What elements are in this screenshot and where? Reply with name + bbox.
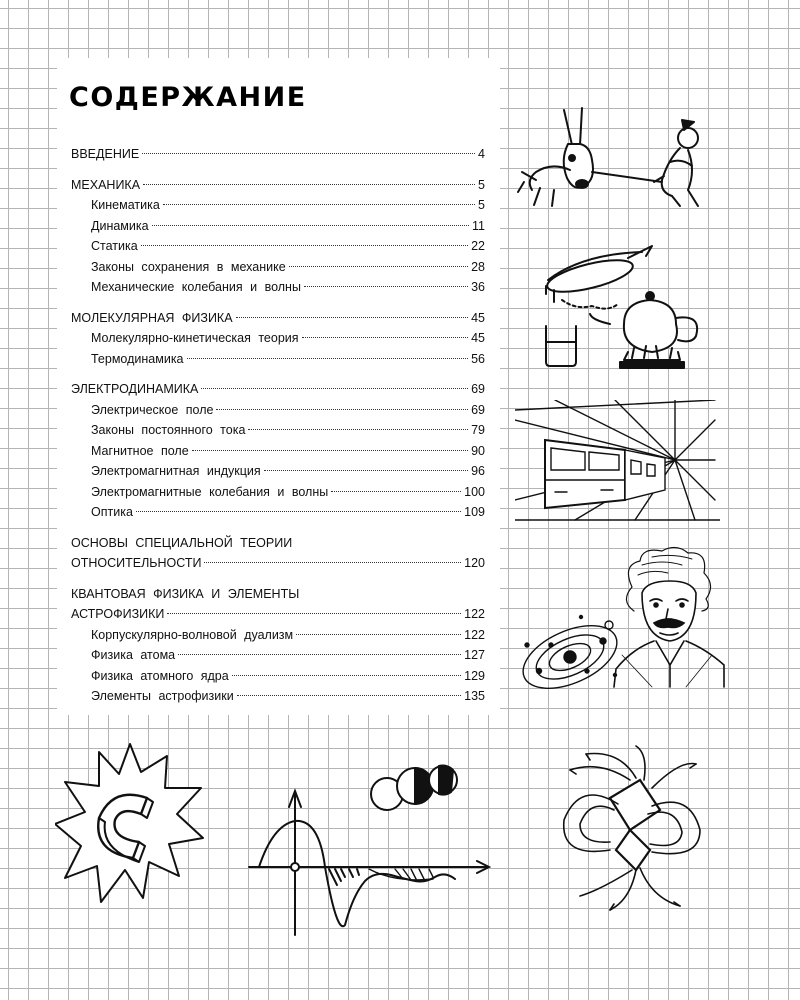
toc-section[interactable] bbox=[71, 553, 485, 574]
toc-entry-label: Корпускулярно-волновой дуализм bbox=[91, 627, 294, 642]
toc-entry-label: Элементы астрофизики bbox=[91, 689, 234, 703]
toc-subsection[interactable] bbox=[71, 686, 485, 707]
magnetic-field-icon bbox=[540, 740, 715, 915]
toc-page-number: 135 bbox=[464, 689, 485, 703]
toc-leader-dots bbox=[178, 654, 461, 655]
page-title: СОДЕРЖАНИЕ bbox=[69, 82, 307, 113]
toc-entry-label: ВВЕДЕНИЕ bbox=[71, 147, 140, 161]
toc-subsection[interactable] bbox=[71, 400, 485, 421]
toc-page-number: 45 bbox=[471, 331, 485, 345]
toc-subsection[interactable] bbox=[71, 195, 485, 216]
toc-page-number: 69 bbox=[471, 382, 485, 396]
toc-entry-label: Законы постоянного тока bbox=[91, 423, 246, 437]
toc-subsection[interactable] bbox=[71, 666, 485, 687]
toc-entry-label: Законы сохранения в механике bbox=[91, 259, 286, 274]
toc-entry-label: Оптика bbox=[91, 505, 133, 519]
toc-leader-dots bbox=[264, 470, 468, 471]
toc-page-number: 4 bbox=[478, 147, 485, 161]
toc-entry-label: Электромагнитная индукция bbox=[91, 464, 261, 478]
toc-entry-label: Термодинамика bbox=[91, 351, 184, 366]
toc-leader-dots bbox=[331, 491, 461, 492]
toc-entry-label: МОЛЕКУЛЯРНАЯ ФИЗИКА bbox=[71, 310, 233, 325]
toc-leader-dots bbox=[302, 337, 469, 338]
toc-subsection[interactable] bbox=[71, 420, 485, 441]
toc-leader-dots bbox=[236, 317, 469, 318]
toc-page-number: 69 bbox=[471, 402, 485, 417]
toc-section-title-line[interactable]: КВАНТОВАЯ ФИЗИКА И ЭЛЕМЕНТЫ bbox=[71, 586, 300, 601]
toc-entry-label: АСТРОФИЗИКИ bbox=[71, 607, 165, 621]
toc-leader-dots bbox=[216, 409, 468, 410]
toc-subsection[interactable] bbox=[71, 482, 485, 503]
einstein-portrait-icon bbox=[612, 545, 727, 690]
toc-entry-label: Механические колебания и волны bbox=[91, 280, 301, 294]
toc-leader-dots bbox=[141, 245, 468, 246]
toc-subsection[interactable] bbox=[71, 277, 485, 298]
toc-page-number: 122 bbox=[464, 607, 485, 621]
toc-subsection[interactable] bbox=[71, 216, 485, 237]
toc-entry-label: МЕХАНИКА bbox=[71, 177, 141, 192]
toc-page-number: 28 bbox=[471, 259, 485, 274]
toc-entry-label: Электрическое поле bbox=[91, 402, 214, 417]
toc-section[interactable] bbox=[71, 144, 485, 165]
toc-subsection[interactable] bbox=[71, 502, 485, 523]
toc-section-title-line[interactable]: ОСНОВЫ СПЕЦИАЛЬНОЙ ТЕОРИИ bbox=[71, 535, 293, 550]
toc-section[interactable] bbox=[71, 379, 485, 400]
magnet-burst-icon bbox=[55, 742, 205, 907]
toc-entry-label: Физика атома bbox=[91, 648, 176, 662]
toc-leader-dots bbox=[237, 695, 461, 696]
toc-entry-label: ЭЛЕКТРОДИНАМИКА bbox=[71, 382, 199, 396]
toc-page-number: 127 bbox=[464, 648, 485, 662]
solar-system-icon bbox=[515, 605, 625, 700]
subway-train-icon bbox=[515, 400, 720, 525]
toc-page-number: 122 bbox=[464, 627, 485, 642]
table-of-contents bbox=[71, 144, 485, 707]
toc-leader-dots bbox=[152, 225, 469, 226]
toc-entry-label: Электромагнитные колебания и волны bbox=[91, 484, 329, 499]
toc-entry-label: ОТНОСИТЕЛЬНОСТИ bbox=[71, 556, 202, 570]
boiling-kettle-icon bbox=[532, 240, 712, 375]
toc-page-number: 120 bbox=[464, 556, 485, 570]
toc-leader-dots bbox=[167, 613, 461, 614]
toc-subsection[interactable] bbox=[71, 257, 485, 278]
toc-page-number: 129 bbox=[464, 668, 485, 683]
toc-entry-label: Кинематика bbox=[91, 198, 160, 212]
toc-section[interactable] bbox=[71, 604, 485, 625]
toc-page-number: 79 bbox=[471, 423, 485, 437]
toc-page-number: 22 bbox=[471, 239, 485, 253]
toc-leader-dots bbox=[289, 266, 468, 267]
toc-page-number: 100 bbox=[464, 484, 485, 499]
toc-subsection[interactable] bbox=[71, 441, 485, 462]
toc-page-number: 45 bbox=[471, 310, 485, 325]
toc-leader-dots bbox=[232, 675, 461, 676]
toc-entry-label: Молекулярно-кинетическая теория bbox=[91, 331, 299, 345]
toc-leader-dots bbox=[142, 153, 475, 154]
toc-entry-label: Физика атомного ядра bbox=[91, 668, 229, 683]
toc-leader-dots bbox=[296, 634, 461, 635]
toc-page-number: 36 bbox=[471, 280, 485, 294]
toc-page-number: 90 bbox=[471, 443, 485, 458]
toc-leader-dots bbox=[187, 358, 469, 359]
toc-leader-dots bbox=[163, 204, 475, 205]
toc-leader-dots bbox=[248, 429, 468, 430]
toc-entry-label: Статика bbox=[91, 239, 138, 253]
toc-subsection[interactable] bbox=[71, 349, 485, 370]
donkey-tug-of-war-icon bbox=[512, 100, 712, 220]
toc-leader-dots bbox=[201, 388, 468, 389]
toc-subsection[interactable] bbox=[71, 645, 485, 666]
toc-page-number: 5 bbox=[478, 177, 485, 192]
toc-entry-label: Магнитное поле bbox=[91, 443, 189, 458]
toc-subsection[interactable] bbox=[71, 328, 485, 349]
toc-page-number: 5 bbox=[478, 198, 485, 212]
toc-leader-dots bbox=[304, 286, 468, 287]
toc-subsection[interactable] bbox=[71, 461, 485, 482]
toc-section[interactable] bbox=[71, 308, 485, 329]
toc-page-number: 96 bbox=[471, 464, 485, 478]
toc-leader-dots bbox=[136, 511, 461, 512]
toc-subsection[interactable] bbox=[71, 625, 485, 646]
toc-entry-label: Динамика bbox=[91, 218, 149, 233]
toc-leader-dots bbox=[204, 562, 461, 563]
molecule-icon bbox=[365, 758, 465, 818]
toc-leader-dots bbox=[192, 450, 468, 451]
toc-subsection[interactable] bbox=[71, 236, 485, 257]
toc-page-number: 109 bbox=[464, 505, 485, 519]
toc-page-number: 11 bbox=[472, 218, 485, 233]
toc-leader-dots bbox=[143, 184, 475, 185]
toc-section[interactable] bbox=[71, 175, 485, 196]
toc-page-number: 56 bbox=[471, 351, 485, 366]
toc-panel bbox=[57, 58, 500, 715]
